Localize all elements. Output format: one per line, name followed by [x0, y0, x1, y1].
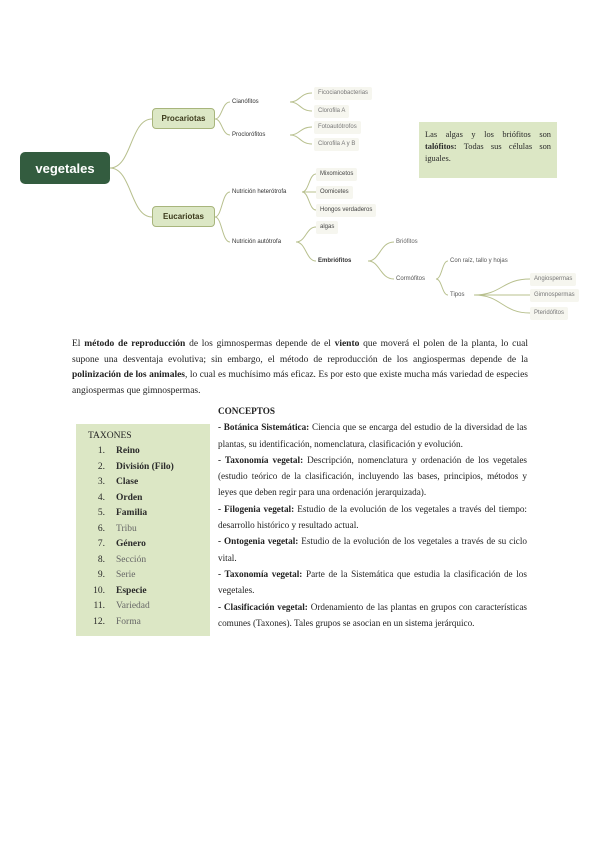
leaf-cianofitos-2: Clorofila A: [314, 105, 349, 118]
note-box: [419, 122, 557, 178]
taxon-label: Sección: [116, 554, 147, 565]
taxon-item: [82, 568, 204, 584]
taxon-number: 6.: [97, 523, 105, 534]
concept-definition: Ciencia que se encarga del estudio de la diversidad de las plantas, su identificación, nomenclatura, clasificación y evolución.: [218, 422, 528, 449]
node-briofitos: Briófitos: [396, 239, 418, 245]
conceptos-title: CONCEPTOS: [218, 406, 276, 416]
intro-text-2: de los gimnospermas depende de el: [185, 339, 335, 349]
leaf-procloroftos-1: Fotoautótrofos: [314, 121, 361, 134]
node-embriofitos: Embriófitos: [318, 258, 352, 264]
intro-bold-3: polinización de los animales: [72, 370, 185, 380]
taxon-number: 5.: [97, 508, 105, 518]
taxon-label: División (Filo): [116, 461, 174, 472]
note-text-a: Las algas y los briófitos son: [425, 130, 551, 139]
taxon-item: [82, 491, 204, 507]
node-procariotas: Procariotas: [152, 108, 215, 129]
taxon-label: Familia: [116, 508, 148, 518]
taxon-label: Forma: [116, 616, 141, 627]
taxon-item: [82, 537, 204, 553]
concept-item: [218, 533, 527, 566]
taxon-item: [82, 599, 204, 615]
taxon-number: 8.: [97, 554, 105, 565]
concept-item: [218, 452, 527, 501]
concept-definition: Descripción, nomenclatura y ordenación de los vegetales (estudio teórico de la clasificación, incluyendo las bases, principios, métodos y leyes que deben regir para una ordenación jerarquizada).: [218, 454, 528, 498]
node-raiz-tallo-hojas: Con raíz, tallo y hojas: [450, 258, 508, 264]
mind-map-root: vegetales: [20, 152, 110, 184]
concept-term: - Clasificación vegetal:: [218, 601, 308, 612]
taxon-label: Serie: [116, 570, 136, 580]
taxon-label: Reino: [116, 446, 140, 456]
node-tipos: Tipos: [450, 292, 465, 298]
taxon-number: 9.: [97, 570, 105, 580]
concept-item: [218, 566, 527, 599]
concept-definition: Parte de la Sistemática que estudia la clasificación de los vegetales.: [218, 568, 527, 596]
node-eucariotas: Eucariotas: [152, 206, 215, 227]
mind-map: [0, 0, 600, 330]
taxon-label: Orden: [116, 492, 143, 503]
taxon-number: 1.: [97, 446, 105, 456]
taxon-item: [82, 475, 204, 491]
node-procloroftos: Proclorófitos: [232, 132, 266, 138]
taxones-box: [76, 424, 210, 636]
taxon-label: Clase: [116, 477, 139, 487]
leaf-gimnospermas: Gimnospermas: [530, 289, 579, 302]
concept-definition: Estudio de la evolución de los vegetales a través de su ciclo vital.: [218, 536, 527, 563]
concept-item: [218, 501, 527, 534]
concept-definition: Estudio de la evolución de los vegetales a través del tiempo: desarrollo histórico y resultado actual.: [218, 503, 527, 531]
taxon-item: [82, 584, 204, 600]
taxon-number: 10.: [93, 585, 105, 596]
node-nutricion-autotrofa: Nutrición autótrofa: [232, 239, 282, 245]
taxon-item: [82, 506, 204, 522]
note-bold: talófitos:: [425, 142, 457, 151]
taxon-item: [82, 553, 204, 569]
leaf-algas: algas: [316, 221, 338, 234]
concept-term: - Ontogenia vegetal:: [218, 536, 299, 547]
leaf-cianofitos-1: Ficocianobacterias: [314, 87, 372, 100]
concept-term: - Taxonomía vegetal:: [218, 568, 303, 579]
taxon-number: 12.: [93, 616, 105, 627]
taxon-item: [82, 615, 204, 631]
taxon-label: Tribu: [116, 523, 137, 534]
taxon-item: [82, 522, 204, 538]
conceptos-section: [218, 403, 527, 631]
taxon-number: 7.: [97, 539, 105, 549]
taxon-label: Género: [116, 539, 146, 549]
taxon-number: 11.: [93, 601, 105, 611]
taxon-item: [82, 460, 204, 476]
node-cormofitos: Cormófitos: [396, 276, 426, 282]
leaf-pteridofitos: Pteridófitos: [530, 307, 568, 320]
intro-bold-2: viento: [334, 339, 360, 349]
leaf-mixomicetos: Mixomicetos: [316, 168, 357, 181]
taxon-number: 2.: [97, 461, 105, 472]
intro-text-4: , lo cual es muchísimo más eficaz. Es por esto que existe mucha más variedad de especies angiospermas que gimnospermas.: [72, 370, 528, 396]
taxon-number: 4.: [97, 492, 105, 503]
concept-definition: Ordenamiento de las plantas en grupos con características comunes (Taxones). Tales grupos se asocian en un sistema jerárquico.: [218, 601, 527, 628]
intro-paragraph: [72, 337, 528, 399]
leaf-procloroftos-2: Clorofila A y B: [314, 138, 359, 151]
concept-term: - Taxonomía vegetal:: [218, 454, 304, 465]
intro-bold-1: método de reproducción: [84, 339, 186, 349]
intro-text-1: El: [72, 339, 85, 349]
intro-text-3: que moverá el polen de la planta, lo cual supone una desventaja evolutiva; sin embargo, el método de reproducción de los angiospermas depende de la: [72, 339, 528, 365]
taxon-item: [82, 444, 204, 460]
concept-term: - Botánica Sistemática:: [218, 422, 310, 433]
taxones-title: TAXONES: [88, 431, 132, 441]
node-cianofitos: Cianófitos: [232, 99, 259, 105]
node-nutricion-heterotrofa: Nutrición heterótrofa: [232, 189, 287, 195]
leaf-oomicetes: Oomicetes: [316, 186, 353, 199]
concept-item: [218, 419, 527, 452]
note-text-b: Todas sus células son iguales.: [425, 142, 551, 163]
taxones-list: [82, 444, 204, 630]
taxon-number: 3.: [97, 477, 105, 487]
taxon-label: Especie: [116, 585, 147, 596]
leaf-hongos-verdaderos: Hongos verdaderos: [316, 204, 376, 217]
taxon-label: Variedad: [116, 601, 150, 611]
leaf-angiospermas: Angiospermas: [530, 273, 576, 286]
concept-term: - Filogenia vegetal:: [218, 503, 295, 514]
concept-item: [218, 599, 527, 632]
